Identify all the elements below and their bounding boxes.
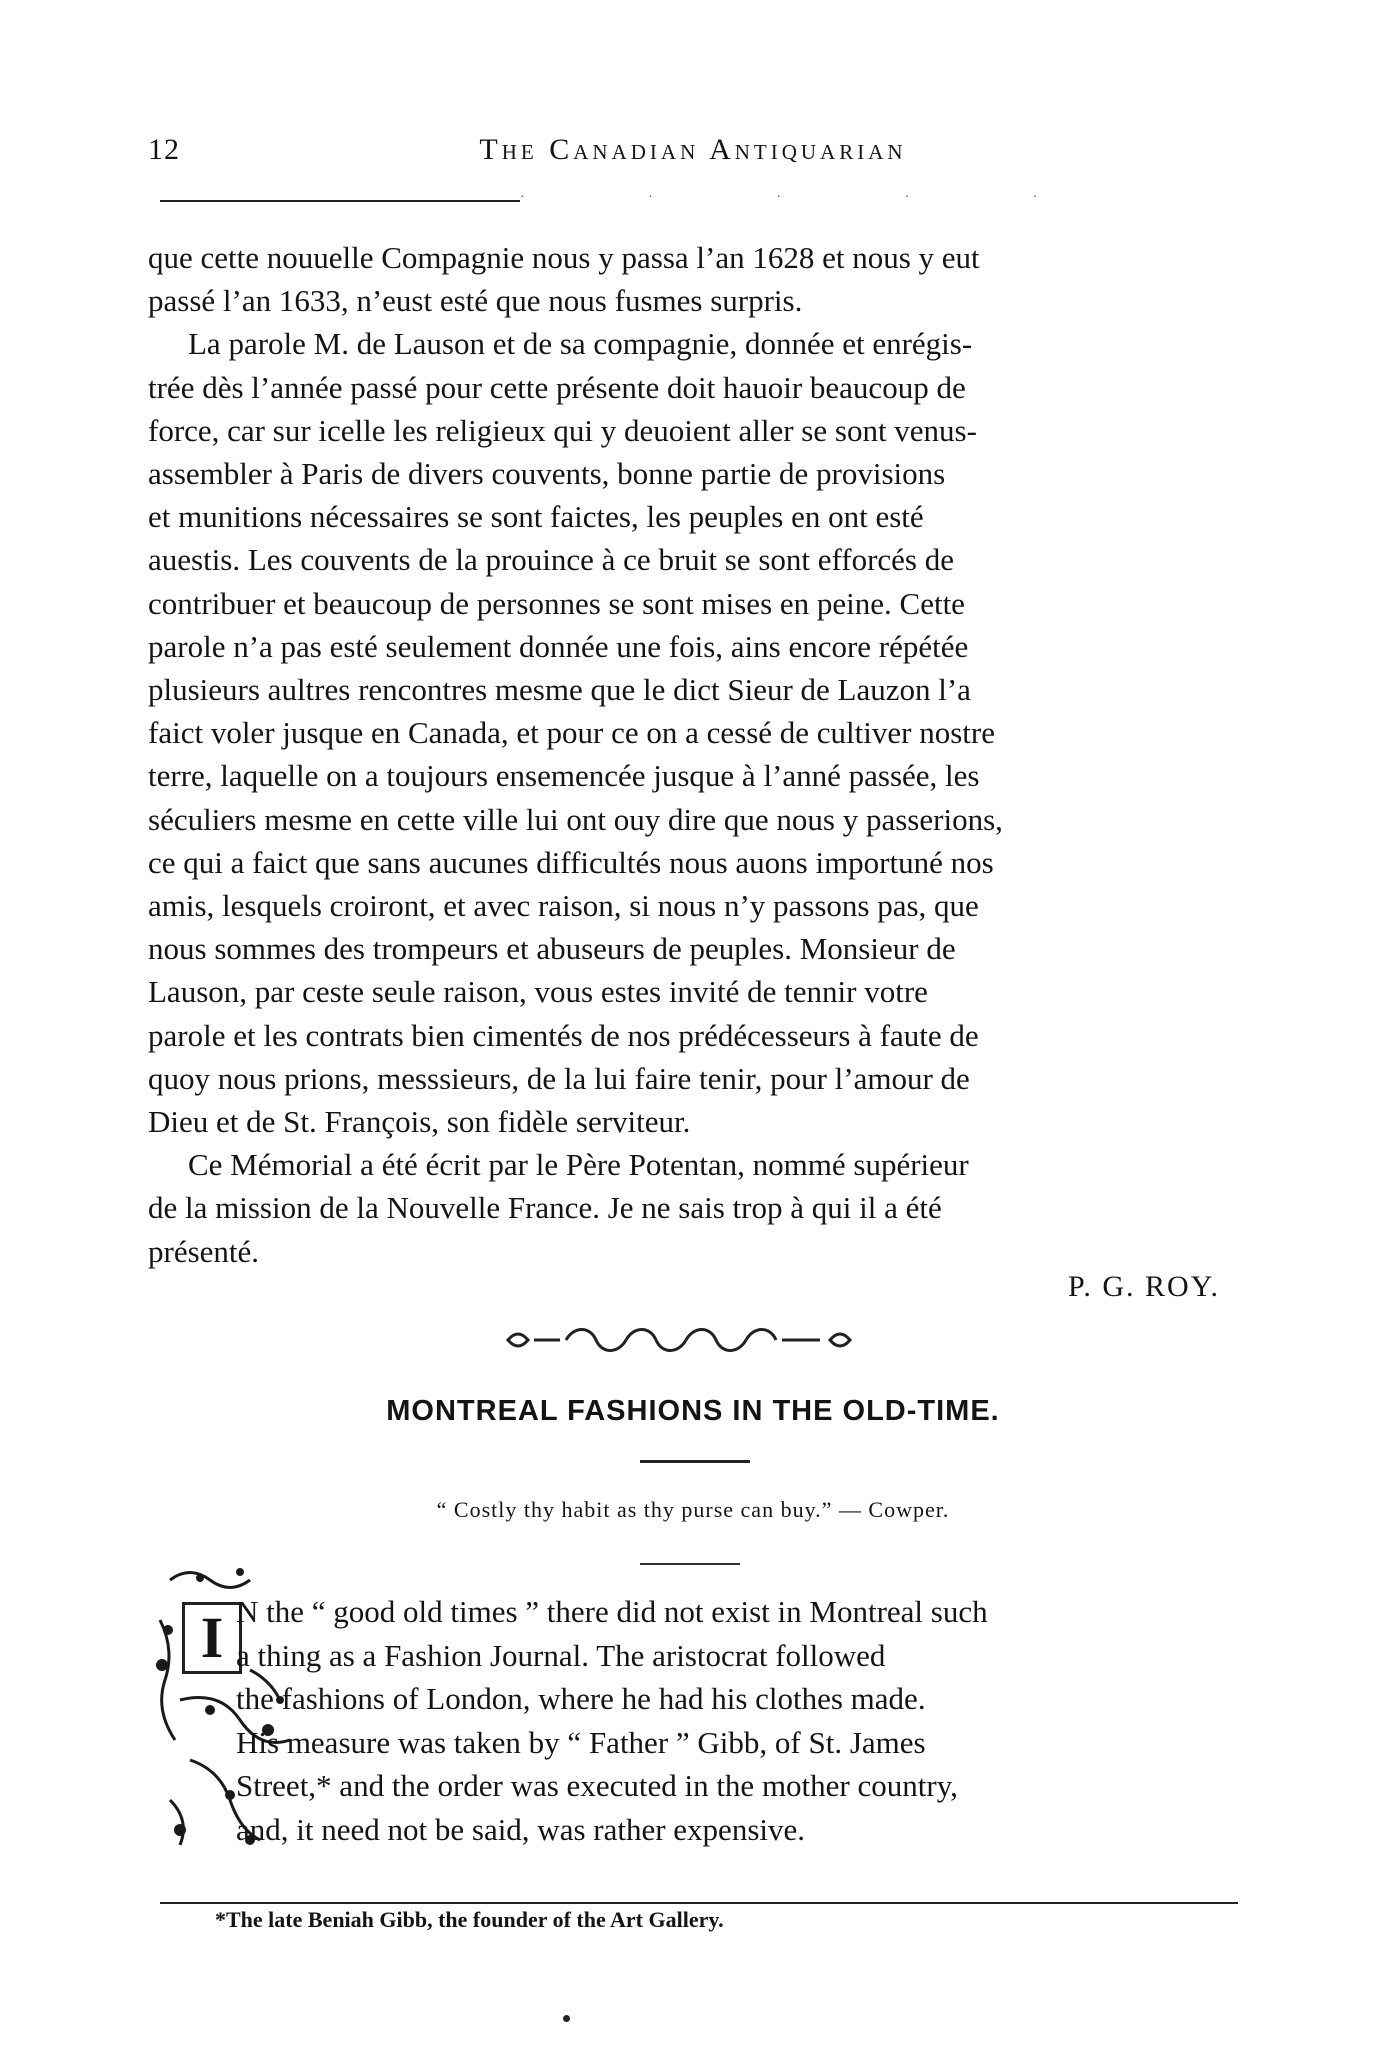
text-line: que cette nouuelle Compagnie nous y passa l’an 1628 et nous y eut (148, 240, 980, 275)
text-line: faict voler jusque en Canada, et pour ce on a cessé de cultiver nostre (148, 715, 995, 751)
print-speck (563, 2015, 570, 2022)
text-line: de la mission de la Nouvelle France. Je ne sais trop à qui il a été (148, 1190, 942, 1226)
text-line: trée dès l’année passé pour cette présente doit hauoir beaucoup de (148, 369, 966, 405)
text-line: présenté. (148, 1233, 260, 1269)
page-number: 12 (148, 133, 180, 166)
epigraph-rule (640, 1563, 740, 1565)
text-line: N the “ good old times ” there did not exist in Montreal such (236, 1594, 988, 1629)
text-line: séculiers mesme en cette ville lui ont ouy dire que nous y passerions, (148, 801, 1003, 837)
ornament-divider (500, 1320, 880, 1360)
text-line: force, car sur icelle les religieux qui y deuoient aller se sont venus- (148, 412, 977, 448)
text-line: assembler à Paris de divers couvents, bonne partie de provisions (148, 456, 946, 492)
text-line: Dieu et de St. François, son fidèle serviteur. (148, 1104, 691, 1140)
footnote: *The late Beniah Gibb, the founder of the Art Gallery. (215, 1907, 724, 1932)
text-line: nous sommes des trompeurs et abuseurs de peuples. Monsieur de (148, 931, 956, 967)
memorial-text (148, 236, 1238, 1273)
signature: P. G. ROY. (1068, 1270, 1220, 1303)
text-line: ce qui a faict que sans aucunes difficultés nous auons importuné nos (148, 844, 994, 880)
text-line: quoy nous prions, messsieurs, de la lui faire tenir, pour l’amour de (148, 1060, 970, 1096)
running-title: The Canadian Antiquarian (479, 133, 907, 166)
page-header (148, 133, 1238, 173)
text-line: a thing as a Fashion Journal. The aristocrat followed (236, 1637, 886, 1673)
article-title: MONTREAL FASHIONS IN THE OLD-TIME. (386, 1395, 1000, 1427)
dropcap-letter: I (182, 1602, 242, 1674)
text-line: terre, laquelle on a toujours ensemencée jusque à l’anné passée, les (148, 758, 980, 794)
article-text (236, 1590, 1238, 1852)
footnote-rule (160, 1902, 1238, 1904)
text-line: contribuer et beaucoup de personnes se sont mises en peine. Cette (148, 585, 965, 621)
title-rule (640, 1460, 750, 1463)
header-rule (160, 200, 520, 202)
text-line: His measure was taken by “ Father ” Gibb, of St. James (236, 1724, 926, 1760)
text-line: auestis. Les couvents de la prouince à ce bruit se sont efforcés de (148, 542, 954, 578)
text-line: the fashions of London, where he had his clothes made. (236, 1681, 926, 1717)
text-line: Ce Mémorial a été écrit par le Père Potentan, nommé supérieur (188, 1147, 969, 1183)
text-line: passé l’an 1633, n’eust esté que nous fusmes surpris. (148, 283, 803, 319)
text-line: et munitions nécessaires se sont faictes, les peuples en ont esté (148, 499, 924, 535)
text-line: plusieurs aultres rencontres mesme que le dict Sieur de Lauzon l’a (148, 672, 971, 708)
text-line: Lauson, par ceste seule raison, vous estes invité de tennir votre (148, 974, 928, 1010)
epigraph: “ Costly thy habit as thy purse can buy.” — Cowper. (436, 1497, 950, 1522)
text-line: amis, lesquels croiront, et avec raison, si nous n’y passons pas, que (148, 888, 979, 924)
text-line: Street,* and the order was executed in the mother country, (236, 1768, 958, 1804)
text-line: and, it need not be said, was rather expensive. (236, 1811, 806, 1847)
text-line: La parole M. de Lauson et de sa compagnie, donnée et enrégis- (188, 326, 973, 362)
text-line: parole et les contrats bien cimentés de nos prédécesseurs à faute de (148, 1017, 979, 1053)
text-line: parole n’a pas esté seulement donnée une fois, ains encore répétée (148, 628, 969, 664)
header-dots: · · · · · (520, 190, 1098, 205)
